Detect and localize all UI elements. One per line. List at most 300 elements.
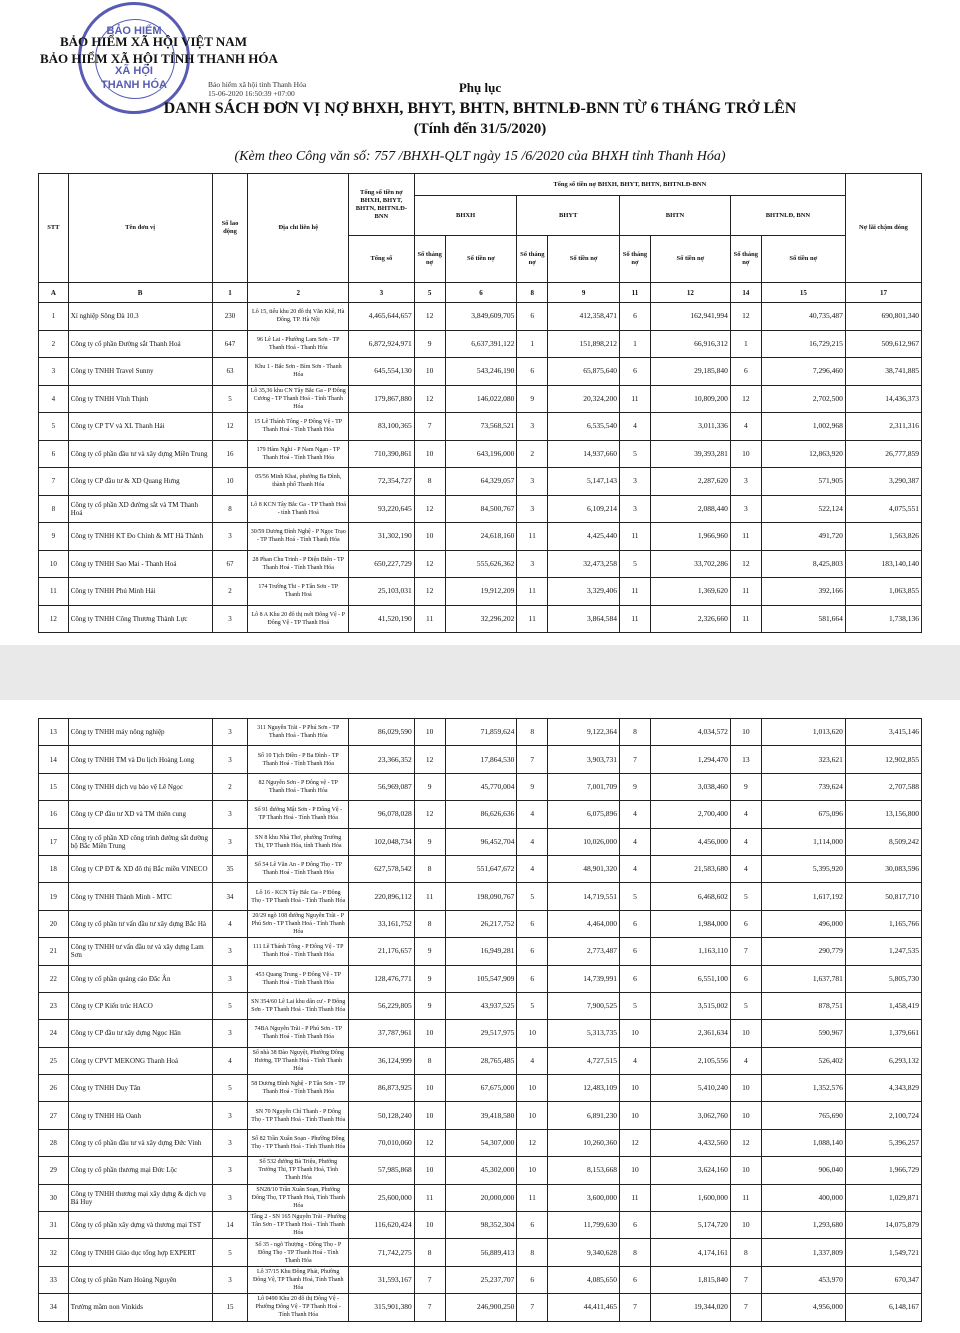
cell-bhxh-amount: 198,090,767: [445, 883, 517, 910]
cell-stt: 9: [39, 523, 69, 551]
cell-workers: 5: [212, 385, 248, 413]
cell-bhxh-months: 10: [414, 1102, 445, 1129]
debt-table-page-1: [38, 173, 922, 633]
cell-stt: 15: [39, 773, 69, 800]
cell-workers: 5: [212, 1075, 248, 1102]
cell-unit-name: Công ty TNHH Sao Mai - Thanh Hoá: [68, 550, 212, 578]
cell-stt: 31: [39, 1212, 69, 1239]
table-row: [39, 1239, 922, 1266]
cell-bhxh-months: 10: [414, 523, 445, 551]
header-stt: STT: [39, 174, 69, 283]
table-body-page-1: [39, 303, 922, 633]
cell-stt: 25: [39, 1047, 69, 1074]
org-name-province: BẢO HIỂM XÃ HỘI TỈNH THANH HÓA: [40, 51, 278, 66]
table-row: [39, 1266, 922, 1293]
cell-bhtn-months: 3: [620, 468, 651, 496]
cell-late-interest: 509,612,967: [845, 330, 921, 358]
cell-bhtn-amount: 6,468,602: [650, 883, 730, 910]
header-months: Số tháng nợ: [414, 236, 445, 283]
cell-total: 6,872,924,971: [349, 330, 415, 358]
cell-bhyt-months: 9: [517, 385, 548, 413]
cell-bhtnld-amount: 906,040: [761, 1157, 845, 1184]
cell-bhtnld-amount: 1,617,192: [761, 883, 845, 910]
cell-bhtn-amount: 2,700,400: [650, 801, 730, 828]
cell-workers: 4: [212, 1047, 248, 1074]
cell-bhyt-amount: 48,901,320: [548, 855, 620, 882]
cell-bhyt-months: 4: [517, 828, 548, 855]
cell-bhtnld-amount: 4,956,000: [761, 1294, 845, 1321]
cell-unit-name: Công ty TNHH Thành Minh - MTC: [68, 883, 212, 910]
cell-late-interest: 30,083,596: [845, 855, 921, 882]
cell-bhyt-months: 7: [517, 1294, 548, 1321]
cell-unit-name: Công ty cổ phần XD đường sắt và TM Thanh Hoá: [68, 495, 212, 523]
cell-bhtn-amount: 2,287,620: [650, 468, 730, 496]
cell-bhyt-months: 6: [517, 965, 548, 992]
cell-stt: 14: [39, 746, 69, 773]
cell-bhxh-amount: 84,500,767: [445, 495, 517, 523]
cell-bhyt-months: 7: [517, 746, 548, 773]
cell-unit-name: Công ty TNHH Công Thương Thành Lực: [68, 605, 212, 633]
cell-stt: 23: [39, 992, 69, 1019]
header-total: Tổng số tiền nợ BHXH, BHYT, BHTN, BHTNLĐ-BNN: [349, 174, 415, 236]
cell-bhxh-months: 9: [414, 828, 445, 855]
table-body-page-2: [39, 719, 922, 1322]
document-page-2: [0, 700, 960, 1333]
header-amount: Số tiền nợ: [761, 236, 845, 283]
cell-bhtn-amount: 1,600,000: [650, 1184, 730, 1211]
cell-workers: 3: [212, 1129, 248, 1156]
cell-late-interest: 3,290,387: [845, 468, 921, 496]
cell-stt: 27: [39, 1102, 69, 1129]
cell-bhtnld-amount: 878,751: [761, 992, 845, 1019]
cell-stt: 22: [39, 965, 69, 992]
cell-address: 179 Hàm Nghi - P Nam Ngạn - TP Thanh Hoá - Tỉnh Thanh Hóa: [248, 440, 349, 468]
cell-address: Khu 1 - Bắc Sơn - Bỉm Sơn - Thanh Hóa: [248, 358, 349, 386]
cell-bhtnld-months: 9: [730, 773, 761, 800]
cell-bhyt-amount: 10,260,360: [548, 1129, 620, 1156]
cell-bhyt-months: 5: [517, 992, 548, 1019]
cell-late-interest: 690,801,340: [845, 303, 921, 331]
table-row: [39, 1294, 922, 1321]
cell-bhtnld-months: 5: [730, 883, 761, 910]
cell-workers: 2: [212, 773, 248, 800]
cell-bhtnld-months: 3: [730, 495, 761, 523]
cell-bhtnld-months: 5: [730, 992, 761, 1019]
cell-bhtn-amount: 1,966,960: [650, 523, 730, 551]
cell-bhtn-amount: 2,088,440: [650, 495, 730, 523]
cell-unit-name: Công ty TNHH thương mại xây dựng & dịch vụ Bá Huy: [68, 1184, 212, 1211]
cell-stt: 34: [39, 1294, 69, 1321]
cell-address: Số 35 - ngõ Thượng - Đông Thọ - P Đông Thọ - TP Thanh Hoá - Tỉnh Thanh Hóa: [248, 1239, 349, 1266]
cell-bhxh-amount: 555,626,362: [445, 550, 517, 578]
cell-bhxh-months: 10: [414, 1075, 445, 1102]
cell-bhtn-months: 8: [620, 719, 651, 746]
cell-unit-name: Công ty TNHH Hà Oanh: [68, 1102, 212, 1129]
cell-bhtnld-months: 13: [730, 746, 761, 773]
cell-bhyt-months: 4: [517, 1047, 548, 1074]
cell-bhxh-months: 7: [414, 413, 445, 441]
cell-bhtnld-months: 10: [730, 1157, 761, 1184]
cell-bhyt-months: 6: [517, 1266, 548, 1293]
cell-bhyt-amount: 6,109,214: [548, 495, 620, 523]
cell-bhxh-months: 10: [414, 358, 445, 386]
cell-bhtn-months: 11: [620, 578, 651, 606]
header-workers: Số lao động: [212, 174, 248, 283]
debt-table-page-2: [38, 718, 922, 1322]
cell-address: Lô 37/15 Khu Đông Phát, Phường Đông Vệ, TP Thanh Hoá, Tỉnh Thanh Hóa: [248, 1266, 349, 1293]
cell-total: 83,100,365: [349, 413, 415, 441]
table-row: [39, 773, 922, 800]
cell-bhyt-amount: 3,903,731: [548, 746, 620, 773]
cell-unit-name: Công ty CP TV và XL Thanh Hải: [68, 413, 212, 441]
cell-bhxh-months: 10: [414, 1020, 445, 1047]
column-code: 14: [730, 283, 761, 303]
cell-stt: 18: [39, 855, 69, 882]
page-title: DANH SÁCH ĐƠN VỊ NỢ BHXH, BHYT, BHTN, BHTNLĐ-BNN TỪ 6 THÁNG TRỞ LÊN: [163, 100, 797, 117]
cell-bhtn-months: 5: [620, 992, 651, 1019]
cell-stt: 29: [39, 1157, 69, 1184]
cell-bhyt-months: 12: [517, 1129, 548, 1156]
cell-bhtnld-amount: 765,690: [761, 1102, 845, 1129]
cell-bhyt-amount: 5,147,143: [548, 468, 620, 496]
cell-bhtn-amount: 5,174,720: [650, 1212, 730, 1239]
header-sum: Tổng số: [349, 236, 415, 283]
cell-bhyt-amount: 3,864,584: [548, 605, 620, 633]
cell-address: 58 Dương Đình Nghệ - P Tân Sơn - TP Thanh Hoá - Tỉnh Thanh Hóa: [248, 1075, 349, 1102]
cell-bhxh-amount: 71,859,624: [445, 719, 517, 746]
column-code: 9: [548, 283, 620, 303]
cell-bhyt-amount: 14,719,551: [548, 883, 620, 910]
cell-bhyt-months: 3: [517, 495, 548, 523]
cell-bhtnld-amount: 7,296,460: [761, 358, 845, 386]
cell-bhtn-amount: 39,393,281: [650, 440, 730, 468]
cell-bhyt-amount: 9,122,364: [548, 719, 620, 746]
cell-unit-name: Công ty cổ phần xây dựng và thương mại TST: [68, 1212, 212, 1239]
cell-address: 174 Trường Thi - P Tân Sơn - TP Thanh Hoá: [248, 578, 349, 606]
cell-bhtnld-amount: 590,967: [761, 1020, 845, 1047]
cell-bhtnld-amount: 1,637,781: [761, 965, 845, 992]
cell-bhxh-amount: 54,307,000: [445, 1129, 517, 1156]
cell-address: 74BA Nguyễn Trãi - P Phú Sơn - TP Thanh Hoá - Tỉnh Thanh Hóa: [248, 1020, 349, 1047]
column-code-row: [39, 283, 922, 303]
cell-workers: 3: [212, 965, 248, 992]
cell-workers: 647: [212, 330, 248, 358]
cell-total: 57,985,868: [349, 1157, 415, 1184]
cell-stt: 10: [39, 550, 69, 578]
cell-late-interest: 14,436,373: [845, 385, 921, 413]
column-code: 6: [445, 283, 517, 303]
cell-stt: 16: [39, 801, 69, 828]
cell-bhtnld-amount: 5,395,920: [761, 855, 845, 882]
header-bhyt: BHYT: [517, 196, 620, 236]
cell-late-interest: 1,549,721: [845, 1239, 921, 1266]
cell-address: Số 91 đường Mật Sơn - P Đông Vệ - TP Thanh Hoá - Tỉnh Thanh Hóa: [248, 801, 349, 828]
cell-bhyt-amount: 151,898,212: [548, 330, 620, 358]
cell-address: 15 Lê Thánh Tông - P Đông Vệ - TP Thanh Hoá - Tỉnh Thanh Hóa: [248, 413, 349, 441]
cell-bhtnld-amount: 323,621: [761, 746, 845, 773]
cell-bhxh-amount: 19,912,209: [445, 578, 517, 606]
table-row: [39, 1129, 922, 1156]
seal-text-3: THANH HÓA: [101, 79, 167, 91]
table-row: [39, 965, 922, 992]
cell-bhtn-amount: 33,702,286: [650, 550, 730, 578]
cell-total: 102,048,734: [349, 828, 415, 855]
cell-address: SN 354/60 Lê Lai khu dân cư - P Đông Sơn - TP Thanh Hoá - Tỉnh Thanh Hóa: [248, 992, 349, 1019]
header-months: Số tháng nợ: [620, 236, 651, 283]
cell-unit-name: Công ty cổ phần thương mại Đức Lộc: [68, 1157, 212, 1184]
cell-late-interest: 1,738,136: [845, 605, 921, 633]
cell-address: Lô 35,36 khu CN Tây Bắc Ga - P Đông Cương - TP Thanh Hoá - Tỉnh Thanh Hóa: [248, 385, 349, 413]
cell-bhtnld-months: 4: [730, 1047, 761, 1074]
table-row: [39, 855, 922, 882]
cell-bhtnld-months: 6: [730, 965, 761, 992]
cell-bhtn-amount: 162,941,994: [650, 303, 730, 331]
cell-bhtnld-months: 12: [730, 1129, 761, 1156]
cell-bhtnld-amount: 392,166: [761, 578, 845, 606]
cell-unit-name: Công ty TNHH Giáo dục tổng hợp EXPERT: [68, 1239, 212, 1266]
appendix-label: Phụ lục: [458, 80, 502, 95]
cell-stt: 24: [39, 1020, 69, 1047]
cell-total: 41,520,190: [349, 605, 415, 633]
cell-bhtn-amount: 1,294,470: [650, 746, 730, 773]
cell-bhyt-months: 4: [517, 855, 548, 882]
cell-bhtn-amount: 4,456,000: [650, 828, 730, 855]
cell-bhtn-months: 6: [620, 358, 651, 386]
cell-total: 31,302,190: [349, 523, 415, 551]
cell-bhtnld-months: 12: [730, 385, 761, 413]
cell-bhtnld-amount: 1,352,576: [761, 1075, 845, 1102]
cell-bhxh-amount: 16,949,281: [445, 938, 517, 965]
cell-unit-name: Công ty TNHH Vĩnh Thịnh: [68, 385, 212, 413]
cell-bhtnld-amount: 1,293,680: [761, 1212, 845, 1239]
cell-bhyt-months: 11: [517, 578, 548, 606]
cell-bhyt-amount: 2,773,487: [548, 938, 620, 965]
cell-stt: 20: [39, 910, 69, 937]
header-bhxh: BHXH: [414, 196, 517, 236]
cell-bhxh-amount: 96,452,704: [445, 828, 517, 855]
org-name-national: BẢO HIỂM XÃ HỘI VIỆT NAM: [60, 34, 247, 49]
cell-stt: 11: [39, 578, 69, 606]
cell-bhxh-months: 12: [414, 801, 445, 828]
cell-bhxh-months: 9: [414, 965, 445, 992]
cell-late-interest: 12,902,855: [845, 746, 921, 773]
cell-unit-name: Công ty TNHH Duy Tân: [68, 1075, 212, 1102]
cell-total: 627,578,542: [349, 855, 415, 882]
cell-stt: 1: [39, 303, 69, 331]
cell-bhyt-amount: 32,473,258: [548, 550, 620, 578]
cell-bhyt-months: 11: [517, 1184, 548, 1211]
cell-bhtn-months: 5: [620, 550, 651, 578]
cell-bhxh-amount: 17,864,530: [445, 746, 517, 773]
cell-bhxh-amount: 56,889,413: [445, 1239, 517, 1266]
cell-bhtnld-months: 6: [730, 358, 761, 386]
cell-bhtn-months: 1: [620, 330, 651, 358]
cell-address: Số nhà 38 Đào Nguyệt, Phường Đông Hương, TP Thanh Hoá - Tỉnh Thanh Hóa: [248, 1047, 349, 1074]
cell-bhtn-amount: 21,583,680: [650, 855, 730, 882]
cell-stt: 32: [39, 1239, 69, 1266]
table-row: [39, 495, 922, 523]
cell-bhxh-amount: 551,647,672: [445, 855, 517, 882]
cell-bhyt-months: 9: [517, 773, 548, 800]
cell-bhyt-amount: 20,324,200: [548, 385, 620, 413]
cell-bhtnld-months: 12: [730, 550, 761, 578]
cell-bhtnld-months: 1: [730, 330, 761, 358]
cell-bhtn-months: 7: [620, 1294, 651, 1321]
cell-bhtn-amount: 3,515,002: [650, 992, 730, 1019]
cell-address: Số 82 Trần Xuân Soạn - Phường Đông Thọ - TP Thanh Hoá - Tỉnh Thanh Hóa: [248, 1129, 349, 1156]
cell-bhyt-months: 3: [517, 413, 548, 441]
cell-bhtn-amount: 4,034,572: [650, 719, 730, 746]
cell-bhyt-amount: 8,153,668: [548, 1157, 620, 1184]
cell-bhtn-amount: 2,105,556: [650, 1047, 730, 1074]
cell-unit-name: Công ty CP Kiến trúc HACO: [68, 992, 212, 1019]
cell-bhtnld-months: 7: [730, 938, 761, 965]
cell-stt: 21: [39, 938, 69, 965]
cell-bhtn-months: 11: [620, 605, 651, 633]
cell-late-interest: 4,343,829: [845, 1075, 921, 1102]
cell-bhtn-months: 4: [620, 828, 651, 855]
header-amount: Số tiền nợ: [445, 236, 517, 283]
cell-bhtnld-amount: 1,088,140: [761, 1129, 845, 1156]
table-row: [39, 746, 922, 773]
cell-stt: 13: [39, 719, 69, 746]
cell-bhyt-amount: 7,001,709: [548, 773, 620, 800]
cell-stt: 8: [39, 495, 69, 523]
cell-unit-name: Công ty CPVT MEKONG Thanh Hoá: [68, 1047, 212, 1074]
cell-bhyt-amount: 12,483,109: [548, 1075, 620, 1102]
cell-late-interest: 13,156,800: [845, 801, 921, 828]
cell-workers: 3: [212, 605, 248, 633]
table-row: [39, 413, 922, 441]
cell-address: 96 Lê Lai - Phường Lam Sơn - TP Thanh Hoá - Thanh Hóa: [248, 330, 349, 358]
cell-bhxh-amount: 29,517,975: [445, 1020, 517, 1047]
cell-address: 05/56 Minh Khai, phường Ba Đình, thành phố Thanh Hóa: [248, 468, 349, 496]
cell-bhtnld-months: 10: [730, 1020, 761, 1047]
cell-unit-name: Công ty TNHH Travel Sunny: [68, 358, 212, 386]
cell-workers: 2: [212, 578, 248, 606]
cell-bhtnld-amount: 1,002,968: [761, 413, 845, 441]
table-row: [39, 883, 922, 910]
cell-bhtnld-amount: 491,720: [761, 523, 845, 551]
cell-workers: 16: [212, 440, 248, 468]
cell-bhtn-amount: 29,185,840: [650, 358, 730, 386]
cell-bhtnld-months: 10: [730, 1102, 761, 1129]
cell-bhtnld-months: 11: [730, 605, 761, 633]
cell-total: 645,554,130: [349, 358, 415, 386]
cell-address: Số 532 đường Bà Triệu, Phường Trường Thi, TP Thanh Hoá, Tỉnh Thanh Hóa: [248, 1157, 349, 1184]
cell-bhxh-months: 10: [414, 1157, 445, 1184]
cell-stt: 33: [39, 1266, 69, 1293]
table-row: [39, 801, 922, 828]
cell-bhxh-amount: 32,296,202: [445, 605, 517, 633]
cell-unit-name: Công ty cổ phần tư vấn đầu tư xây dựng Bắc Hà: [68, 910, 212, 937]
cell-bhtn-months: 4: [620, 855, 651, 882]
cell-stt: 17: [39, 828, 69, 855]
cell-bhtnld-amount: 522,124: [761, 495, 845, 523]
cell-total: 21,176,657: [349, 938, 415, 965]
cell-bhxh-amount: 98,352,304: [445, 1212, 517, 1239]
cell-unit-name: Công ty TNHH KT Đo Chính & MT Hà Thành: [68, 523, 212, 551]
cell-late-interest: 6,293,132: [845, 1047, 921, 1074]
cell-bhtn-months: 12: [620, 1129, 651, 1156]
cell-bhtnld-months: 10: [730, 1075, 761, 1102]
cell-bhxh-months: 10: [414, 440, 445, 468]
cell-total: 93,220,645: [349, 495, 415, 523]
cell-address: 311 Nguyễn Trãi - P Phú Sơn - TP Thanh Hoá - Thanh Hóa: [248, 719, 349, 746]
cell-stt: 12: [39, 605, 69, 633]
cell-bhyt-amount: 4,464,000: [548, 910, 620, 937]
cell-bhxh-amount: 105,547,909: [445, 965, 517, 992]
header-bhtn: BHTN: [620, 196, 731, 236]
cell-bhxh-amount: 146,022,080: [445, 385, 517, 413]
cell-bhxh-amount: 39,418,580: [445, 1102, 517, 1129]
cell-workers: 3: [212, 1157, 248, 1184]
page-separator: [0, 645, 960, 700]
cell-bhxh-amount: 45,302,000: [445, 1157, 517, 1184]
cell-address: Số 54 Lê Văn An - P Đông Thọ - TP Thanh Hoá - Tỉnh Thanh Hóa: [248, 855, 349, 882]
cell-unit-name: Công ty cổ phần XD công trình đường sắt đường bộ Bắc Miền Trung: [68, 828, 212, 855]
cell-bhxh-amount: 543,246,190: [445, 358, 517, 386]
cell-bhyt-months: 6: [517, 303, 548, 331]
cell-bhxh-months: 9: [414, 330, 445, 358]
cell-workers: 67: [212, 550, 248, 578]
cell-address: 111 Lê Thánh Tông - P Đông Vệ - TP Thanh Hoá - Tỉnh Thanh Hóa: [248, 938, 349, 965]
cell-late-interest: 1,458,419: [845, 992, 921, 1019]
table-row: [39, 1020, 922, 1047]
cell-workers: 3: [212, 523, 248, 551]
cell-late-interest: 1,029,871: [845, 1184, 921, 1211]
cell-workers: 3: [212, 801, 248, 828]
column-code: A: [39, 283, 69, 303]
cell-bhtn-amount: 4,174,161: [650, 1239, 730, 1266]
header-bhtnld: BHTNLĐ, BNN: [730, 196, 845, 236]
cell-bhyt-months: 10: [517, 1102, 548, 1129]
cell-bhxh-amount: 6,637,391,122: [445, 330, 517, 358]
cell-stt: 28: [39, 1129, 69, 1156]
cell-late-interest: 5,396,257: [845, 1129, 921, 1156]
cell-bhyt-months: 6: [517, 1212, 548, 1239]
cell-bhxh-months: 12: [414, 385, 445, 413]
cell-bhtn-amount: 6,551,100: [650, 965, 730, 992]
cell-total: 220,896,112: [349, 883, 415, 910]
cell-bhtn-months: 6: [620, 1266, 651, 1293]
cell-bhtn-months: 11: [620, 1184, 651, 1211]
cell-stt: 30: [39, 1184, 69, 1211]
cell-bhtn-amount: 1,815,840: [650, 1266, 730, 1293]
cell-bhtn-months: 5: [620, 883, 651, 910]
header-amount: Số tiền nợ: [548, 236, 620, 283]
cell-bhxh-amount: 45,770,004: [445, 773, 517, 800]
cell-bhtn-months: 5: [620, 440, 651, 468]
cell-bhtn-months: 6: [620, 965, 651, 992]
table-row: [39, 1157, 922, 1184]
cell-bhtnld-amount: 16,729,215: [761, 330, 845, 358]
cell-stt: 7: [39, 468, 69, 496]
cell-total: 50,128,240: [349, 1102, 415, 1129]
cell-total: 72,354,727: [349, 468, 415, 496]
cell-bhyt-months: 6: [517, 938, 548, 965]
cell-address: SN 8 khu Nhà Thơ, phường Trường Thi, TP Thanh Hóa, tỉnh Thanh Hóa: [248, 828, 349, 855]
cell-bhyt-months: 4: [517, 801, 548, 828]
cell-bhyt-amount: 10,026,000: [548, 828, 620, 855]
cell-bhxh-amount: 3,849,609,705: [445, 303, 517, 331]
cell-unit-name: Công ty TNHH máy nông nghiệp: [68, 719, 212, 746]
cell-bhyt-months: 5: [517, 883, 548, 910]
table-row: [39, 578, 922, 606]
cell-workers: 8: [212, 495, 248, 523]
cell-bhyt-months: 10: [517, 1157, 548, 1184]
cell-workers: 3: [212, 746, 248, 773]
